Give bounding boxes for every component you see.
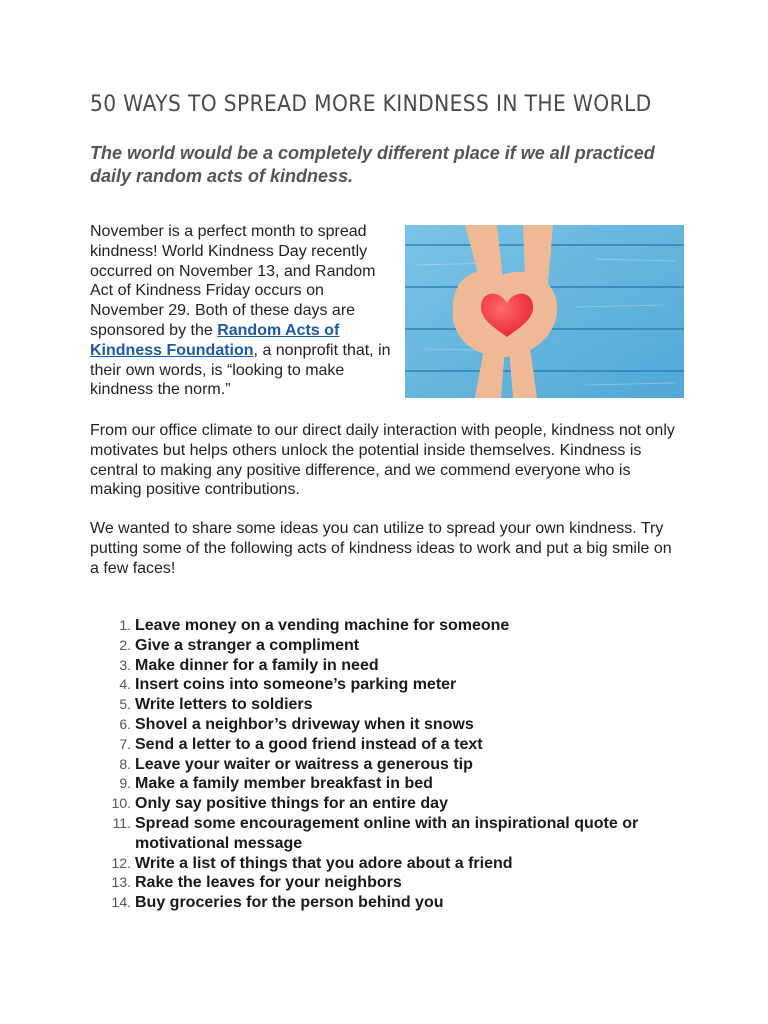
list-item-number: 7. (119, 735, 131, 752)
list-item-number: 13. (111, 874, 131, 891)
list-item-text: Shovel a neighbor’s driveway when it snows (135, 715, 474, 733)
list-item-number: 12. (111, 854, 131, 871)
list-item-text: Rake the leaves for your neighbors (135, 874, 402, 892)
list-item (90, 636, 690, 656)
list-item-number: 2. (119, 636, 131, 653)
list-item-text: Leave money on a vending machine for someone (135, 617, 510, 634)
list-item-text: Write letters to soldiers (135, 696, 313, 714)
list-item-text: Give a stranger a compliment (135, 636, 360, 654)
kindness-ideas-list (90, 616, 690, 913)
hands-holding-heart-photo (405, 225, 684, 398)
list-item-text: Leave your waiter or waitress a generous tip (135, 755, 473, 773)
list-item (90, 695, 690, 715)
list-item (90, 735, 690, 755)
list-item-number: 3. (119, 656, 131, 673)
list-item-number: 9. (119, 775, 131, 792)
list-item (90, 814, 690, 854)
list-item-text: Send a letter to a good friend instead of a text (135, 735, 483, 753)
list-item-number: 11. (112, 814, 131, 831)
hands-holding-heart-icon (405, 225, 684, 398)
list-item-text: Buy groceries for the person behind you (135, 894, 444, 912)
list-item-text: Write a list of things that you adore about a friend (135, 854, 513, 872)
page-title: 50 WAYS TO SPREAD MORE KINDNESS IN THE WORLD (90, 92, 652, 117)
list-item-number: 6. (119, 715, 131, 732)
share-ideas-paragraph: We wanted to share some ideas you can utilize to spread your own kindness. Try putting some of the following acts of kindness ideas to work and put a big smile on a few faces! (90, 520, 672, 577)
office-kindness-paragraph: From our office climate to our direct daily interaction with people, kindness not only motivates but helps others unlock the potential inside themselves. Kindness is central to making any positive difference, and we commend everyone who is making positive contributions. (90, 422, 675, 499)
list-item (90, 873, 690, 893)
list-item (90, 656, 690, 676)
list-item (90, 774, 690, 794)
list-item (90, 616, 690, 636)
list-item (90, 755, 690, 775)
list-item (90, 675, 690, 695)
list-item-text: Make a family member breakfast in bed (135, 775, 433, 793)
list-item (90, 715, 690, 735)
list-item-number: 14. (111, 894, 131, 911)
list-item-number: 10. (111, 795, 131, 812)
list-item (90, 854, 690, 874)
list-item-text: Only say positive things for an entire day (135, 795, 448, 813)
random-acts-of-kindness-link[interactable]: Random Acts of Kindness Foundation (90, 321, 340, 359)
list-item-number: 8. (119, 755, 131, 772)
list-item (90, 893, 690, 913)
list-item-text: Make dinner for a family in need (135, 656, 379, 674)
list-item-number: 5. (119, 696, 131, 713)
intro-text-after-link: , a nonprofit that, in their own words, is “looking to make kindness the norm.” (90, 341, 391, 399)
list-item (90, 794, 690, 814)
page-subtitle: The world would be a completely different place if we all practiced daily random acts of kindness. (90, 143, 655, 186)
intro-text-before-link: November is a perfect month to spread kindness! World Kindness Day recently occurred on November 13, and Random Act of Kindness Friday occurs on November 29. Both of these days are sponsored by the (90, 223, 376, 339)
intro-paragraph (90, 222, 396, 400)
list-item-number: 4. (119, 676, 131, 693)
list-item-text: Insert coins into someone’s parking meter (135, 676, 457, 694)
list-item-text: Spread some encouragement online with an inspirational quote or motivational message (135, 814, 639, 852)
list-item-number: 1. (119, 617, 131, 633)
